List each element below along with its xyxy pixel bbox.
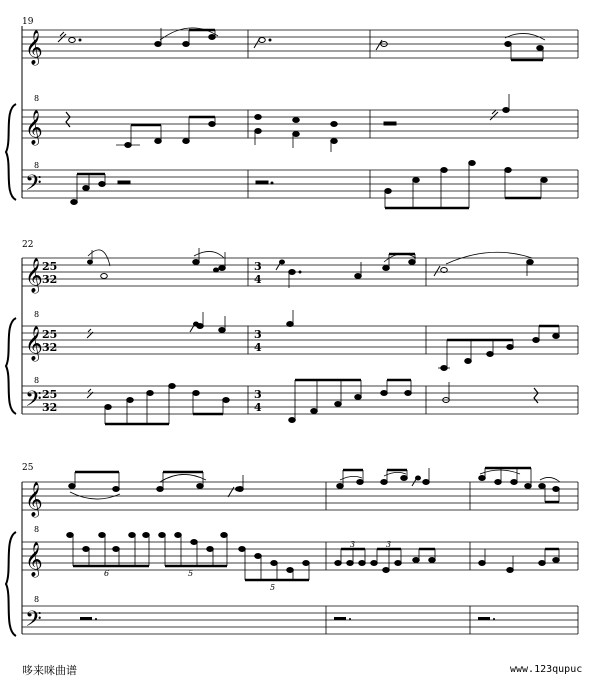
brace-icon — [6, 532, 16, 636]
time-signature-denominator: 4 — [254, 401, 262, 414]
staff-lines — [22, 482, 578, 510]
notes — [287, 310, 294, 327]
notes — [66, 94, 509, 152]
tuplet-number: 5 — [270, 583, 276, 592]
brace-icon — [6, 318, 16, 414]
notes — [87, 384, 229, 425]
octave-mark: 8 — [34, 94, 40, 103]
notes — [69, 472, 244, 499]
treble-clef-icon: 𝄞 — [25, 258, 43, 293]
octave-mark: 8 — [34, 310, 40, 319]
time-signature-numerator: 25 — [42, 260, 58, 273]
time-signature-numerator: 3 — [254, 328, 262, 341]
notes — [335, 549, 436, 573]
notes — [337, 468, 430, 489]
octave-mark: 8 — [34, 525, 40, 534]
tuplet-number: 3 — [350, 540, 356, 549]
notes — [87, 312, 225, 338]
tuplet-number: 5 — [188, 569, 194, 578]
tuplet-number: 3 — [386, 540, 392, 549]
time-signature-denominator: 4 — [254, 273, 262, 286]
notes — [88, 248, 226, 279]
treble-clef-icon: 𝄞 — [25, 542, 43, 577]
octave-mark: 8 — [34, 161, 40, 170]
octave-mark: 8 — [34, 376, 40, 385]
time-signature-numerator: 3 — [254, 388, 262, 401]
treble-clef-icon: 𝄞 — [25, 30, 43, 65]
time-signature-denominator: 32 — [42, 341, 58, 354]
bass-clef-icon: 𝄢 — [25, 387, 42, 417]
measure-number: 25 — [22, 463, 34, 473]
notes — [479, 468, 560, 502]
tuplet-number: 6 — [104, 569, 110, 578]
system-3 — [6, 463, 578, 637]
notes — [434, 252, 533, 276]
footer-site-name: 哆来咪曲谱 — [22, 664, 77, 677]
staff-lines — [22, 30, 578, 58]
bass-clef-icon: 𝄢 — [25, 607, 42, 637]
time-signature-numerator: 25 — [42, 328, 58, 341]
notes — [80, 617, 495, 620]
system-2 — [6, 240, 578, 424]
treble-clef-icon: 𝄞 — [25, 110, 43, 145]
staff-lines — [22, 110, 578, 138]
time-signature-numerator: 25 — [42, 388, 58, 401]
staff-lines — [22, 606, 578, 634]
bass-clef-icon: 𝄢 — [25, 171, 42, 201]
notes — [479, 549, 560, 573]
time-signature-denominator: 32 — [42, 401, 58, 414]
time-signature-denominator: 4 — [254, 341, 262, 354]
system-1 — [6, 17, 578, 208]
notes — [276, 254, 416, 288]
treble-clef-icon: 𝄞 — [25, 326, 43, 361]
measure-number: 19 — [22, 17, 34, 27]
footer-url: www.123qupuc — [510, 664, 583, 675]
octave-mark: 8 — [34, 595, 40, 604]
time-signature-numerator: 3 — [254, 260, 262, 273]
measure-number: 22 — [22, 240, 34, 250]
treble-clef-icon: 𝄞 — [25, 482, 43, 517]
time-signature-denominator: 32 — [42, 273, 58, 286]
brace-icon — [6, 104, 16, 200]
